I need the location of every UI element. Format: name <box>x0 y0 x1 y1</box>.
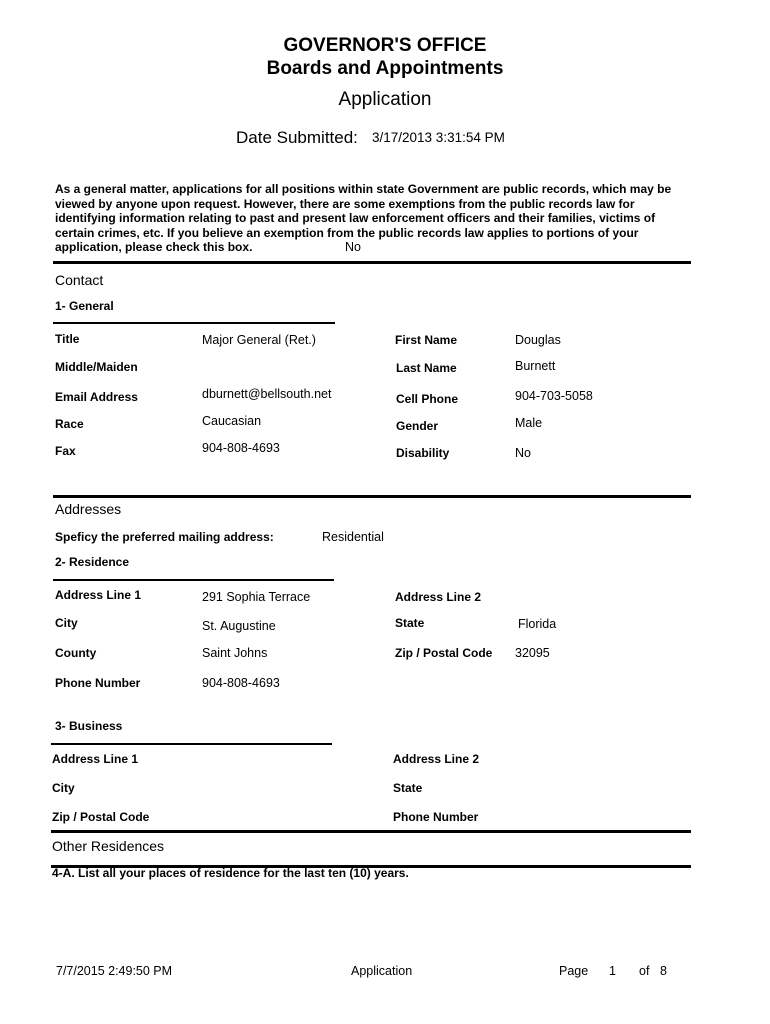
footer-of-label: of <box>639 964 650 978</box>
exemption-answer: No <box>345 240 361 254</box>
residence-address-line1-label: Address Line 1 <box>55 588 142 602</box>
date-submitted-value: 3/17/2013 3:31:54 PM <box>372 130 505 145</box>
residence-zip-label: Zip / Postal Code <box>395 646 493 660</box>
residence-subsection-title: 2- Residence <box>55 555 130 569</box>
residence-address-line2-label: Address Line 2 <box>395 590 482 604</box>
section-divider <box>53 495 691 498</box>
residence-address-line1-value: 291 Sophia Terrace <box>202 590 311 604</box>
other-residences-section-title: Other Residences <box>52 838 165 854</box>
footer-timestamp: 7/7/2015 2:49:50 PM <box>56 964 173 978</box>
business-phone-label: Phone Number <box>393 810 479 824</box>
mailing-address-value: Residential <box>322 530 384 544</box>
residence-state-label: State <box>395 616 425 630</box>
title-label: Title <box>55 332 80 346</box>
business-address-line2-label: Address Line 2 <box>393 752 480 766</box>
residence-phone-value: 904-808-4693 <box>202 676 280 690</box>
residence-county-value: Saint Johns <box>202 646 268 660</box>
subsection-underline <box>53 322 335 324</box>
fax-value: 904-808-4693 <box>202 441 280 455</box>
residence-phone-label: Phone Number <box>55 676 141 690</box>
section-divider <box>51 830 691 833</box>
first-name-label: First Name <box>395 333 458 347</box>
subsection-underline <box>53 579 334 581</box>
gender-value: Male <box>515 416 543 430</box>
email-value: dburnett@bellsouth.net <box>202 387 332 401</box>
cell-phone-label: Cell Phone <box>396 392 459 406</box>
subsection-underline <box>51 743 332 745</box>
mailing-address-label: Speficy the preferred mailing address: <box>55 530 274 544</box>
residence-state-value: Florida <box>518 617 557 631</box>
document-title: Application <box>338 89 432 110</box>
residence-city-value: St. Augustine <box>202 619 276 633</box>
department-title: Boards and Appointments <box>266 58 504 79</box>
public-records-notice: As a general matter, applications for all positions within state Government are public records, which may be viewed by anyone upon request. However, there are some exemptions from the public records law for identifying information relating to past and present law enforcement officers and their families, victims of certain crimes, etc. If you believe an exemption from the public records law applies to portions of your application, please check this box. <box>55 182 672 255</box>
race-value: Caucasian <box>202 414 262 428</box>
business-city-label: City <box>52 781 75 795</box>
business-state-label: State <box>393 781 423 795</box>
gender-label: Gender <box>396 419 439 433</box>
section-divider <box>53 261 691 264</box>
footer-page-total: 8 <box>660 964 667 978</box>
footer-page-number: 1 <box>609 964 616 978</box>
date-submitted-label: Date Submitted: <box>236 128 358 147</box>
disability-value: No <box>515 446 531 460</box>
business-subsection-title: 3- Business <box>55 719 123 733</box>
addresses-section-title: Addresses <box>55 501 122 517</box>
contact-section-title: Contact <box>55 272 104 288</box>
residence-county-label: County <box>55 646 97 660</box>
business-address-line1-label: Address Line 1 <box>52 752 139 766</box>
middle-name-label: Middle/Maiden <box>55 360 138 374</box>
business-zip-label: Zip / Postal Code <box>52 810 150 824</box>
cell-phone-value: 904-703-5058 <box>515 389 593 403</box>
last-name-label: Last Name <box>396 361 457 375</box>
title-value: Major General (Ret.) <box>202 333 316 347</box>
residence-zip-value: 32095 <box>515 646 550 660</box>
office-title: GOVERNOR'S OFFICE <box>283 35 487 56</box>
email-label: Email Address <box>55 390 138 404</box>
last-name-value: Burnett <box>515 359 556 373</box>
fax-label: Fax <box>55 444 76 458</box>
residence-history-question: 4-A. List all your places of residence for the last ten (10) years. <box>52 866 409 880</box>
residence-city-label: City <box>55 616 78 630</box>
footer-page-label: Page <box>559 964 589 978</box>
general-subsection-title: 1- General <box>55 299 114 313</box>
footer-document-name: Application <box>351 964 413 978</box>
disability-label: Disability <box>396 446 450 460</box>
first-name-value: Douglas <box>515 333 561 347</box>
race-label: Race <box>55 417 84 431</box>
